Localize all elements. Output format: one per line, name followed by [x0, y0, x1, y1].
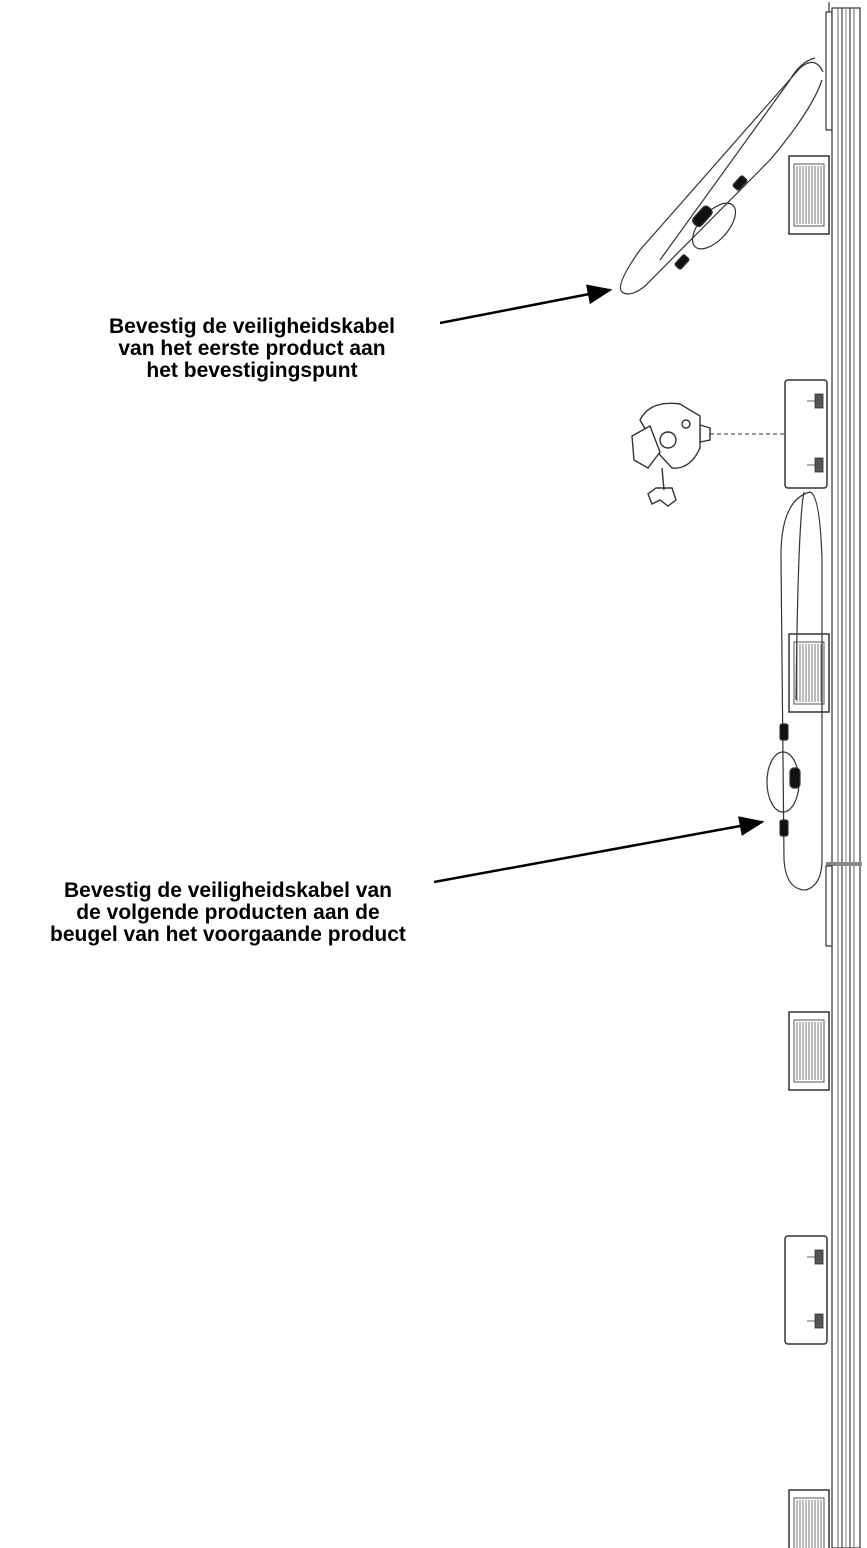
callout-first-product	[66, 316, 438, 382]
bracket-module-1	[785, 380, 827, 488]
vent-module-1	[789, 156, 829, 234]
vent-module-2	[789, 634, 829, 712]
vent-module-4	[789, 1490, 829, 1548]
arrow-1	[440, 290, 610, 323]
callout-1-line-1: Bevestig de veiligheidskabel	[109, 315, 395, 338]
vent-module-3	[789, 1012, 829, 1090]
callout-1-line-2: van het eerste product aan	[118, 337, 386, 360]
callout-1-line-3: het bevestigingspunt	[146, 359, 358, 382]
arrow-2	[434, 822, 762, 882]
callout-2-line-3: beugel van het voorgaande product	[50, 923, 406, 946]
product-column	[826, 2, 862, 1548]
clamp-icon	[632, 403, 785, 506]
callout-following-products	[6, 880, 450, 946]
callout-2-line-1: Bevestig de veiligheidskabel van	[64, 879, 392, 902]
callout-2-line-2: de volgende producten aan de	[76, 901, 380, 924]
bracket-module-2	[785, 1236, 827, 1344]
